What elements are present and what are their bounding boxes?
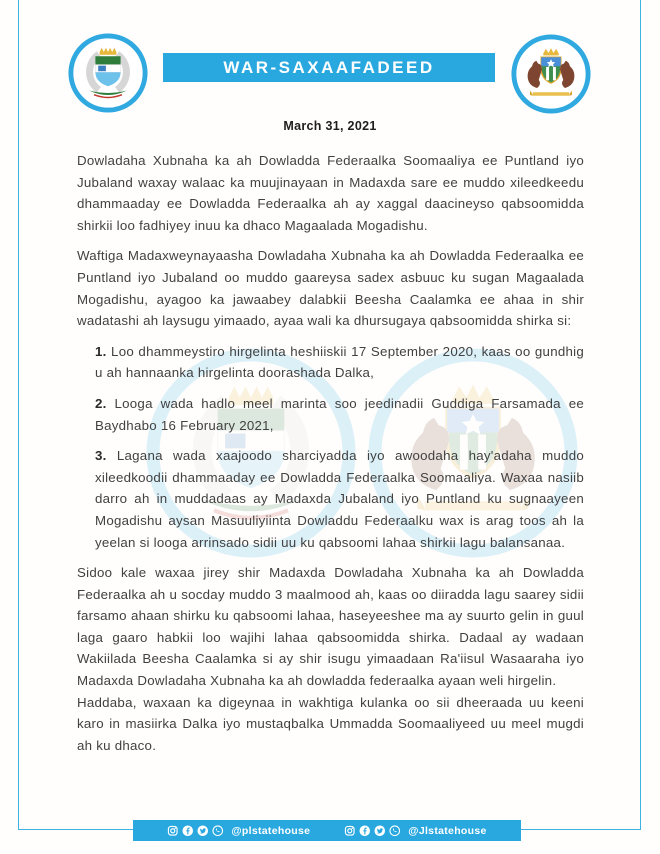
list-text-1: Loo dhammeystiro hirgelinta heshiiskii 17 September 2020, kaas oo gundhig u ah hannaanka hirgelinta doorashada Dalka, [95,343,584,381]
instagram-icon [344,825,356,837]
paragraph-2: Waftiga Madaxweynayaasha Dowladaha Xubnaha ka ah Dowladda Federaalka ee Puntland iyo Jubaland oo muddo gaareysa sadex asbuuc ku sugan Magaalada Mogadishu, ayagoo ka jawaabey dalabkii Beesha Caalamka ee ahaa in shir wadatashi ah laysugu yimaado, ayaa wali ka dhursugaya qabsoomidda shirka si: [77,248,584,329]
list-number-1: 1. [95,343,107,359]
list-text-2: Looga wada hadlo meel marinta soo jeedinadii Guddiga Farsamada ee Baydhabo 16 February 2021, [95,395,584,433]
whatsapp-icon [212,825,224,837]
facebook-icon [182,825,194,837]
social-group-puntland [167,825,310,837]
banner-title: WAR-SAXAAFADEED [223,57,435,77]
twitter-icon [197,825,209,837]
list-number-3: 3. [95,448,107,464]
twitter-icon [374,825,386,837]
social-group-jubaland [344,825,486,837]
title-banner [163,53,495,82]
document-body [77,150,584,756]
list-item-3 [95,445,584,553]
footer-bar [133,820,521,841]
list-item-1 [95,341,584,384]
list-number-2: 2. [95,395,107,411]
paragraph-3: Sidoo kale waxaa jirey shir Madaxda Dowladaha Xubnaha ka ah Dowladda Federaalka ah u socday muddo 3 maalmood ah, kaas oo diiradda lagu saarey sidii farsamo ahaan shirku ku qabsoomi lahaa, haseyeeshee ma ay suurto gelin in guul laga gaaro habkii loo wajihi lahaa qabsoomidda shirka. Dadaal ay wadaan Wakiilada Beesha Caalamka si ay shir isugu yimaadaan Ra'iisul Wasaaraha iyo Madaxda Dowladaha Xubnaha ka ah dowladda federaalka ayaan weli hirgelin. [77,565,584,689]
puntland-handle: @plstatehouse [231,824,311,837]
whatsapp-icon [389,825,401,837]
jubaland-logo-icon [509,32,593,116]
jubaland-handle: @Jlstatehouse [408,824,487,837]
paragraph-1: Dowladaha Xubnaha ka ah Dowladda Federaalka Soomaaliya ee Puntland iyo Jubaland waxay walaac ka muujinayaan in Madaxda sare ee muddo xileedkeedu dhammaaday ee Dowladda Federaalka ah ay xaggal daacineyso qabsoomidda shirkii loo fadhiyey inuu ka dhaco Magaalada Mogadishu. [77,153,584,233]
facebook-icon [359,825,371,837]
list-text-3: Lagana wada xaajoodo sharciyadda iyo awoodaha hay'adaha muddo xileedkoodii dhammaaday ee Dowladda Federaalka Soomaaliya. Waxaa nasiib darro ah in muddadaas ay Madaxda Jubaland iyo Puntland ku sugnaayeen Mogadishu aysan Masuuliyiinta Dowladdu Federaalku wax is arag toos ah la yeelan si looga arrinsado sidii uu ku qabsoomi lahaa shirkii lagu balansanaa. [95,448,584,550]
puntland-logo-icon [66,31,150,115]
numbered-list [95,341,584,553]
paragraph-4: Haddaba, waxaan ka digeynaa in wakhtiga kulanka oo sii dheeraada uu keeni karo in masiirka Dalka iyo mustaqbalka Ummadda Soomaaliyeed uu meel mugdi ah ku dhaco. [77,694,584,753]
instagram-icon [167,825,179,837]
date-line: March 31, 2021 [283,119,377,133]
list-item-2 [95,393,584,436]
